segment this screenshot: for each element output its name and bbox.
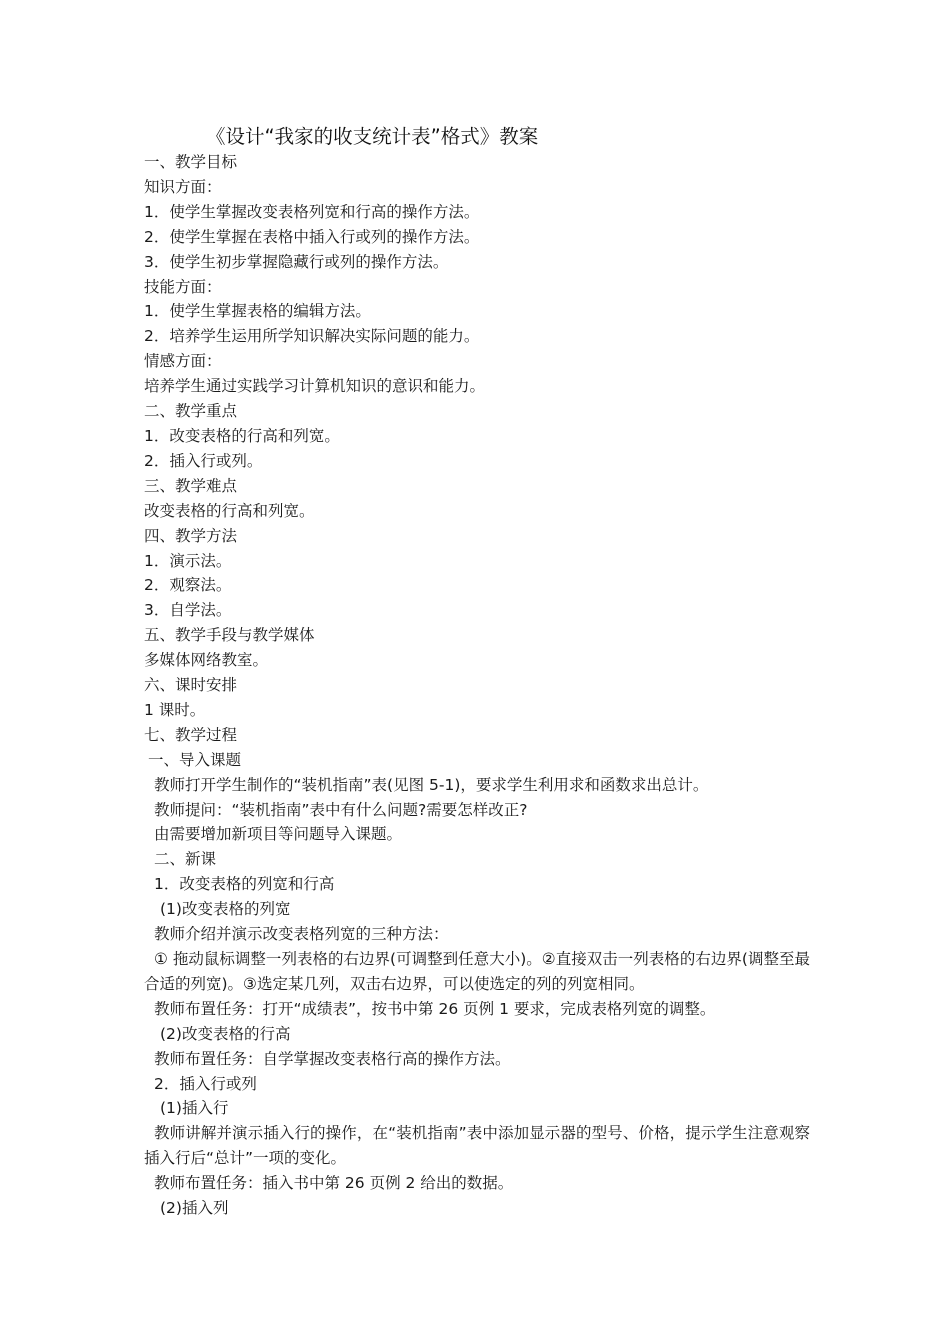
subheading-knowledge: 知识方面：: [144, 177, 222, 196]
paragraph: 教师讲解并演示插入行的操作，在“装机指南”表中添加显示器的型号、价格，提示学生注意观察插入行后“总计”一项的变化。: [144, 1124, 810, 1168]
paragraph: 教师布置任务：打开“成绩表”，按书中第 26 页例 1 要求，完成表格列宽的调整。: [154, 999, 716, 1018]
section-heading-methods: 四、教学方法: [144, 526, 238, 545]
list-item: 2．使学生掌握在表格中插入行或列的操作方法。: [144, 227, 480, 246]
document-title: 《设计“我家的收支统计表”格式》教案: [206, 125, 539, 148]
list-item: 2．培养学生运用所学知识解决实际问题的能力。: [144, 327, 480, 346]
document-body: [144, 124, 810, 1221]
section-heading-key-points: 二、教学重点: [144, 402, 238, 421]
section-heading-objectives: 一、教学目标: [144, 153, 238, 171]
paragraph: 由需要增加新项目等问题导入课题。: [154, 825, 403, 844]
paragraph: 教师提问：“装机指南”表中有什么问题?需要怎样改正?: [154, 800, 528, 819]
list-item: 1．演示法。: [144, 551, 232, 570]
paragraph: 多媒体网络教室。: [144, 651, 269, 670]
subheading-emotion: 情感方面：: [144, 352, 222, 371]
paragraph: 培养学生通过实践学习计算机知识的意识和能力。: [144, 377, 486, 396]
subsection-heading: 二、新课: [154, 850, 217, 869]
section-heading-schedule: 六、课时安排: [144, 676, 238, 695]
paragraph: 教师介绍并演示改变表格列宽的三种方法：: [154, 925, 449, 944]
section-heading-process: 七、教学过程: [144, 725, 238, 744]
list-item: 1．使学生掌握表格的编辑方法。: [144, 302, 371, 321]
list-item: 3．自学法。: [144, 601, 232, 620]
paragraph: 1 课时。: [144, 700, 206, 719]
section-heading-difficulties: 三、教学难点: [144, 476, 238, 495]
list-item: 2．插入行或列。: [144, 451, 263, 470]
section-heading-media: 五、教学手段与教学媒体: [144, 626, 315, 645]
paragraph: 教师布置任务：自学掌握改变表格行高的操作方法。: [154, 1049, 511, 1068]
list-item: 2．插入行或列: [154, 1074, 257, 1093]
paragraph: ① 拖动鼠标调整一列表格的右边界(可调整到任意大小)。②直接双击一列表格的右边界(调整至最合适的列宽)。③选定某几列，双击右边界，可以使选定的列的列宽相同。: [144, 950, 810, 993]
list-item: 1．改变表格的列宽和行高: [154, 875, 335, 894]
list-item: 1．使学生掌握改变表格列宽和行高的操作方法。: [144, 202, 480, 221]
sub-list-item: (1)插入行: [160, 1099, 229, 1118]
sub-list-item: (2)改变表格的行高: [160, 1024, 291, 1043]
list-item: 2．观察法。: [144, 576, 232, 595]
subheading-skills: 技能方面：: [144, 277, 222, 296]
paragraph: 改变表格的行高和列宽。: [144, 501, 315, 520]
paragraph: 教师布置任务：插入书中第 26 页例 2 给出的数据。: [154, 1174, 514, 1193]
sub-list-item: (2)插入列: [160, 1199, 229, 1218]
paragraph: 教师打开学生制作的“装机指南”表(见图 5-1)，要求学生利用求和函数求出总计。: [154, 775, 709, 794]
list-item: 1．改变表格的行高和列宽。: [144, 426, 340, 445]
list-item: 3．使学生初步掌握隐藏行或列的操作方法。: [144, 252, 449, 271]
sub-list-item: (1)改变表格的列宽: [160, 900, 291, 919]
subsection-heading: 一、导入课题: [148, 750, 242, 769]
